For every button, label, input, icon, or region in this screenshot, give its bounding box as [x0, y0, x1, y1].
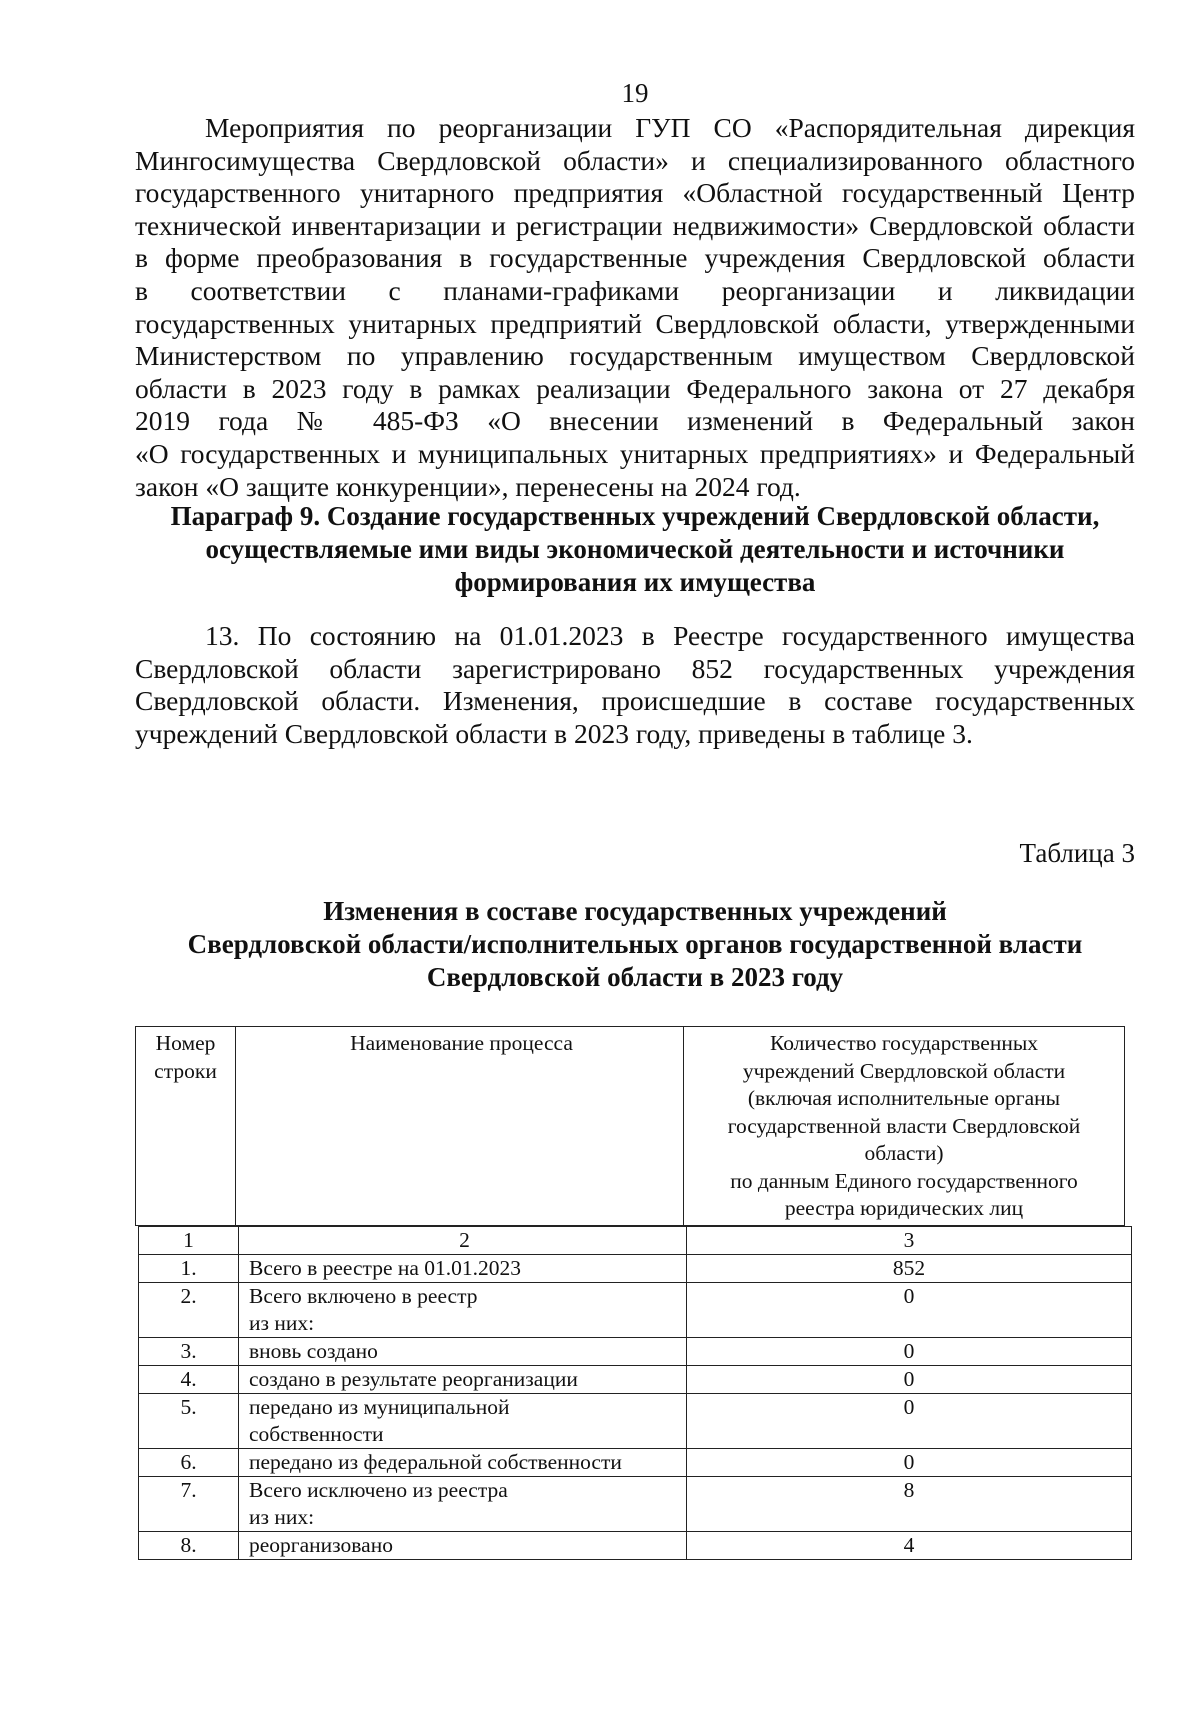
table-row [139, 1338, 1132, 1366]
table-row [139, 1532, 1132, 1560]
header-row-number [136, 1027, 236, 1226]
process-name-line: Всего в реестре на 01.01.2023 [249, 1256, 522, 1280]
numbering-cell: 2 [239, 1227, 687, 1255]
institution-count: 0 [687, 1449, 1132, 1477]
intro-paragraph [135, 112, 1135, 503]
process-name-line: Всего включено в реестр [249, 1284, 478, 1308]
table-title-line: Свердловской области в 2023 году [426, 962, 844, 992]
process-name [239, 1394, 687, 1449]
institution-count: 0 [687, 1283, 1132, 1338]
intro-line: Министерством по управлению государственным имуществом Свердловской [135, 340, 1135, 372]
intro-line: в форме преобразования в государственные учреждения Свердловской области [135, 242, 1135, 274]
intro-line: государственных унитарных предприятий Свердловской области, утвержденными [135, 307, 1135, 339]
row-number: 5. [139, 1394, 239, 1449]
process-name-line: реорганизовано [249, 1533, 393, 1557]
item-13-paragraph [135, 620, 1135, 750]
table-row [139, 1255, 1132, 1283]
table-label: Таблица 3 [1019, 838, 1135, 868]
process-name-line: передано из муниципальной [249, 1395, 510, 1419]
header-line: строки [154, 1058, 217, 1083]
intro-line: в соответствии с планами-графиками реорганизации и ликвидации [135, 274, 1135, 306]
process-name-line: передано из федеральной собственности [249, 1450, 622, 1474]
intro-line: 2019 года № 485-ФЗ «О внесении изменений в Федеральный закон [135, 405, 1135, 437]
intro-line: государственного унитарного предприятия «Областной государственный Центр [135, 177, 1135, 209]
row-number: 8. [139, 1532, 239, 1560]
process-name [239, 1255, 687, 1283]
row-number: 4. [139, 1366, 239, 1394]
table-row [139, 1449, 1132, 1477]
item-13-line: учреждений Свердловской области в 2023 году, приведены в таблице 3. [135, 717, 973, 749]
institution-count: 0 [687, 1338, 1132, 1366]
page-number: 19 [621, 78, 649, 108]
row-number: 7. [139, 1477, 239, 1532]
intro-line: технической инвентаризации и регистрации недвижимости» Свердловской области [135, 209, 1135, 241]
process-name [239, 1283, 687, 1338]
process-name-line: собственности [249, 1422, 384, 1446]
intro-line: Мероприятия по реорганизации ГУП СО «Распорядительная дирекция [205, 112, 1135, 143]
header-line: реестра юридических лиц [784, 1196, 1024, 1220]
institution-count: 0 [687, 1366, 1132, 1394]
process-name-line: создано в результате реорганизации [249, 1367, 578, 1391]
row-number: 1. [139, 1255, 239, 1283]
row-number: 2. [139, 1283, 239, 1338]
process-name-line: из них: [249, 1311, 315, 1335]
institution-count: 8 [687, 1477, 1132, 1532]
table-title [100, 895, 1170, 994]
row-number: 3. [139, 1338, 239, 1366]
section-heading-line: Параграф 9. Создание государственных учреждений Свердловской области, [170, 501, 1100, 531]
table-header [135, 1026, 1125, 1226]
process-name [239, 1532, 687, 1560]
institution-count: 0 [687, 1394, 1132, 1449]
header-line: (включая исполнительные органы [747, 1086, 1061, 1110]
header-line: учреждений Свердловской области [742, 1058, 1066, 1083]
intro-line: области в 2023 году в рамках реализации Федерального закона от 27 декабря [135, 372, 1135, 404]
process-name-line: Всего исключено из реестра [249, 1478, 508, 1502]
item-13-line: 13. По состоянию на 01.01.2023 в Реестре государственного имущества [205, 620, 1135, 651]
header-line: Номер [155, 1031, 216, 1055]
numbering-cell: 3 [687, 1227, 1132, 1255]
header-process-name: Наименование процесса [236, 1027, 684, 1226]
section-heading [100, 500, 1170, 599]
process-name [239, 1477, 687, 1532]
item-13-line: Свердловской области. Изменения, происшедшие в составе государственных [135, 685, 1135, 717]
row-number: 6. [139, 1449, 239, 1477]
intro-line: закон «О защите конкуренции», перенесены на 2024 год. [135, 470, 801, 502]
section-heading-line: осуществляемые ими виды экономической деятельности и источники [205, 534, 1065, 564]
data-table [138, 1226, 1132, 1560]
table-title-line: Изменения в составе государственных учреждений [323, 896, 947, 926]
process-name-line: из них: [249, 1505, 315, 1529]
institution-count: 852 [687, 1255, 1132, 1283]
table-row [139, 1283, 1132, 1338]
header-institution-count [684, 1027, 1125, 1226]
column-numbering-row [139, 1227, 1132, 1255]
section-heading-line: формирования их имущества [454, 567, 816, 597]
numbering-cell: 1 [139, 1227, 239, 1255]
header-line: области) [864, 1141, 944, 1165]
process-name-line: вновь создано [249, 1339, 378, 1363]
item-13-line: Свердловской области зарегистрировано 852 государственных учреждения [135, 652, 1135, 684]
header-line: по данным Единого государственного [730, 1168, 1078, 1193]
process-name [239, 1449, 687, 1477]
header-line: государственной власти Свердловской [727, 1113, 1081, 1138]
institution-count: 4 [687, 1532, 1132, 1560]
table-row [139, 1477, 1132, 1532]
header-line: Количество государственных [769, 1031, 1039, 1055]
intro-line: «О государственных и муниципальных унитарных предприятиях» и Федеральный [135, 437, 1135, 469]
table-title-line: Свердловской области/исполнительных органов государственной власти [187, 929, 1083, 959]
process-name [239, 1338, 687, 1366]
table-row [139, 1394, 1132, 1449]
table-row [139, 1366, 1132, 1394]
intro-line: Мингосимущества Свердловской области» и специализированного областного [135, 144, 1135, 176]
process-name [239, 1366, 687, 1394]
